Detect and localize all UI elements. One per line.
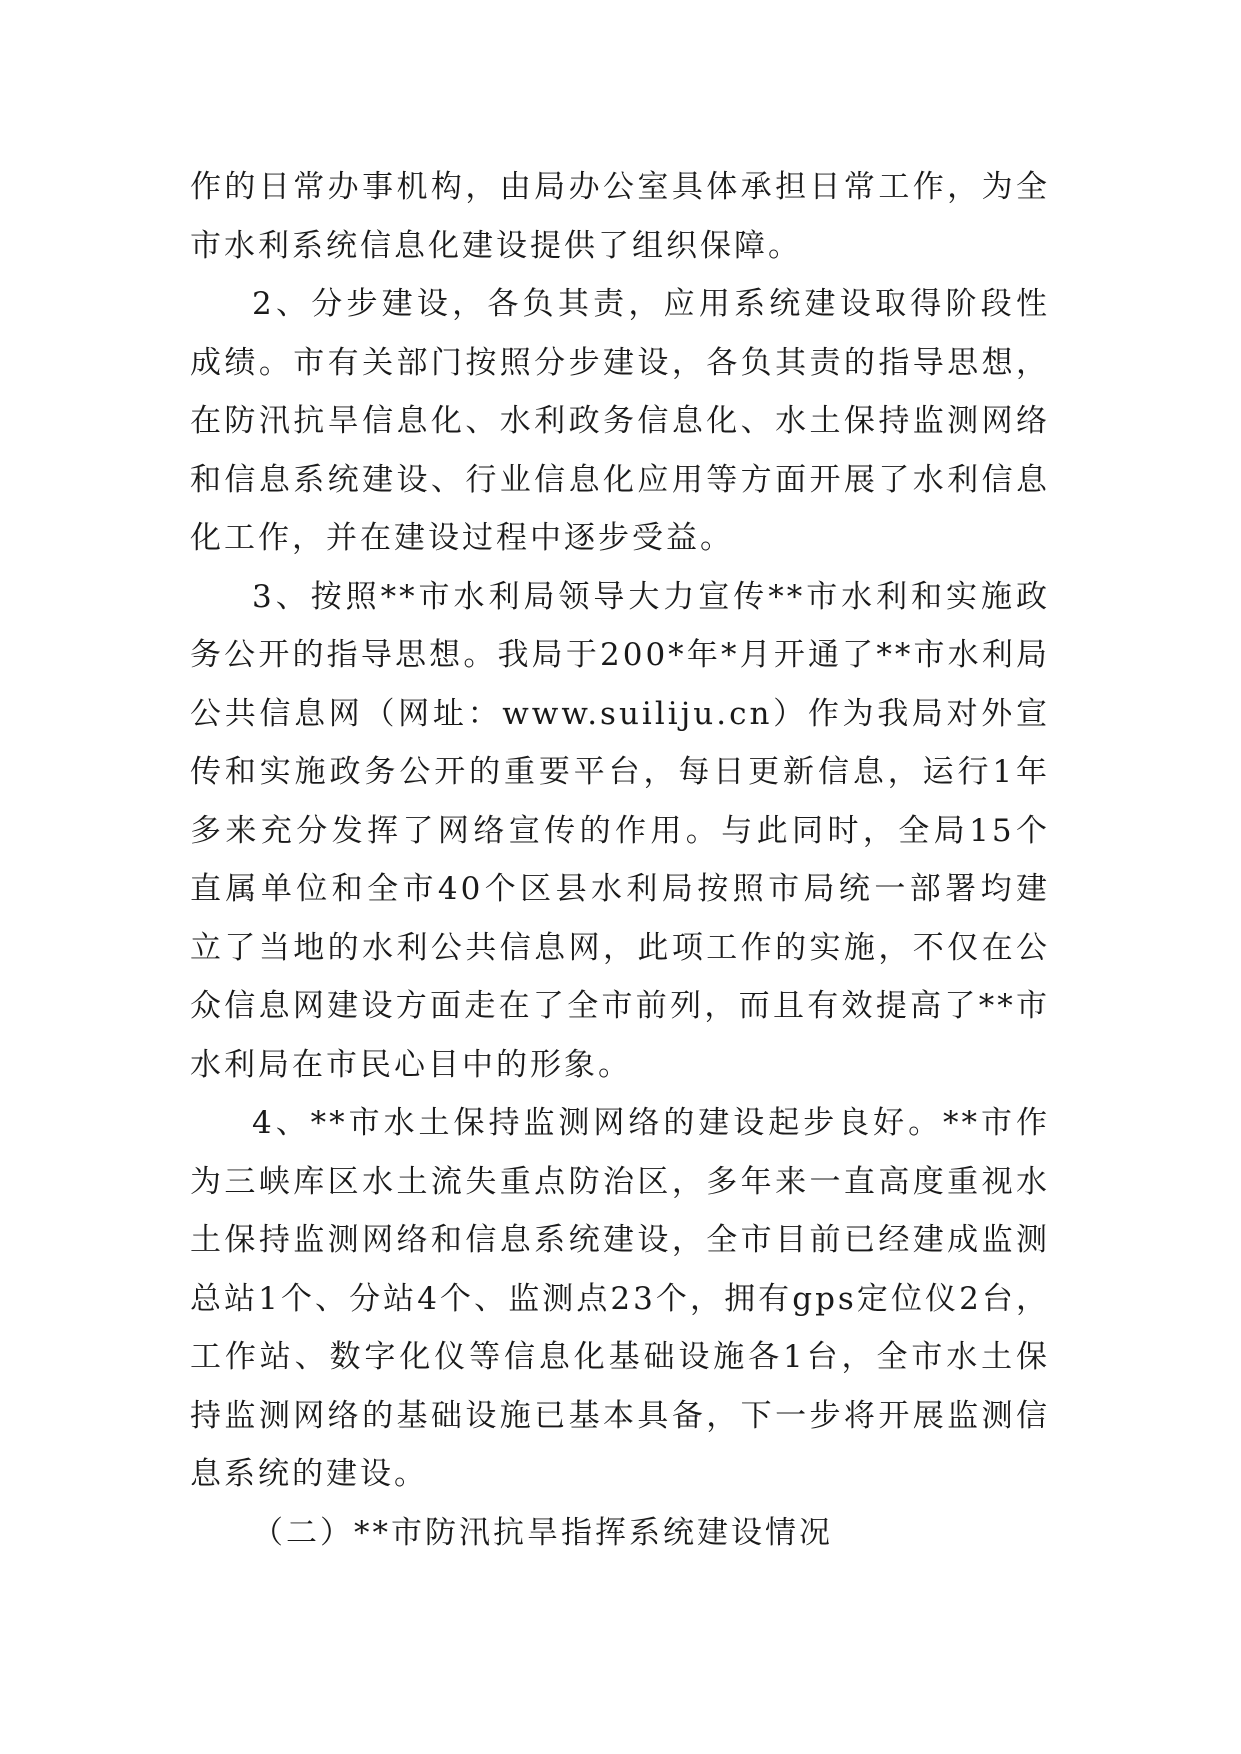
document-body bbox=[190, 158, 1050, 1562]
paragraph-item-4: 4、**市水土保持监测网络的建设起步良好。**市作为三峡库区水土流失重点防治区，多年来一直高度重视水土保持监测网络和信息系统建设，全市目前已经建成监测总站1个、分站4个、监测点23个，拥有gps定位仪2台，工作站、数字化仪等信息化基础设施各1台，全市水土保持监测网络的基础设施已基本具备，下一步将开展监测信息系统的建设。 bbox=[190, 1105, 1050, 1492]
paragraph-continuation: 作的日常办事机构，由局办公室具体承担日常工作，为全市水利系统信息化建设提供了组织保障。 bbox=[190, 169, 1050, 264]
paragraph-item-2: 2、分步建设，各负其责，应用系统建设取得阶段性成绩。市有关部门按照分步建设，各负其责的指导思想，在防汛抗旱信息化、水利政务信息化、水土保持监测网络和信息系统建设、行业信息化应用等方面开展了水利信息化工作，并在建设过程中逐步受益。 bbox=[190, 286, 1050, 556]
paragraph-item-3: 3、按照**市水利局领导大力宣传**市水利和实施政务公开的指导思想。我局于200*年*月开通了**市水利局公共信息网（网址：www.suiliju.cn）作为我局对外宣传和实施政务公开的重要平台，每日更新信息，运行1年多来充分发挥了网络宣传的作用。与此同时，全局15个直属单位和全市40个区县水利局按照市局统一部署均建立了当地的水利公共信息网，此项工作的实施，不仅在公众信息网建设方面走在了全市前列，而且有效提高了**市水利局在市民心目中的形象。 bbox=[190, 578, 1050, 1083]
section-heading: （二）**市防汛抗旱指挥系统建设情况 bbox=[252, 1514, 833, 1551]
